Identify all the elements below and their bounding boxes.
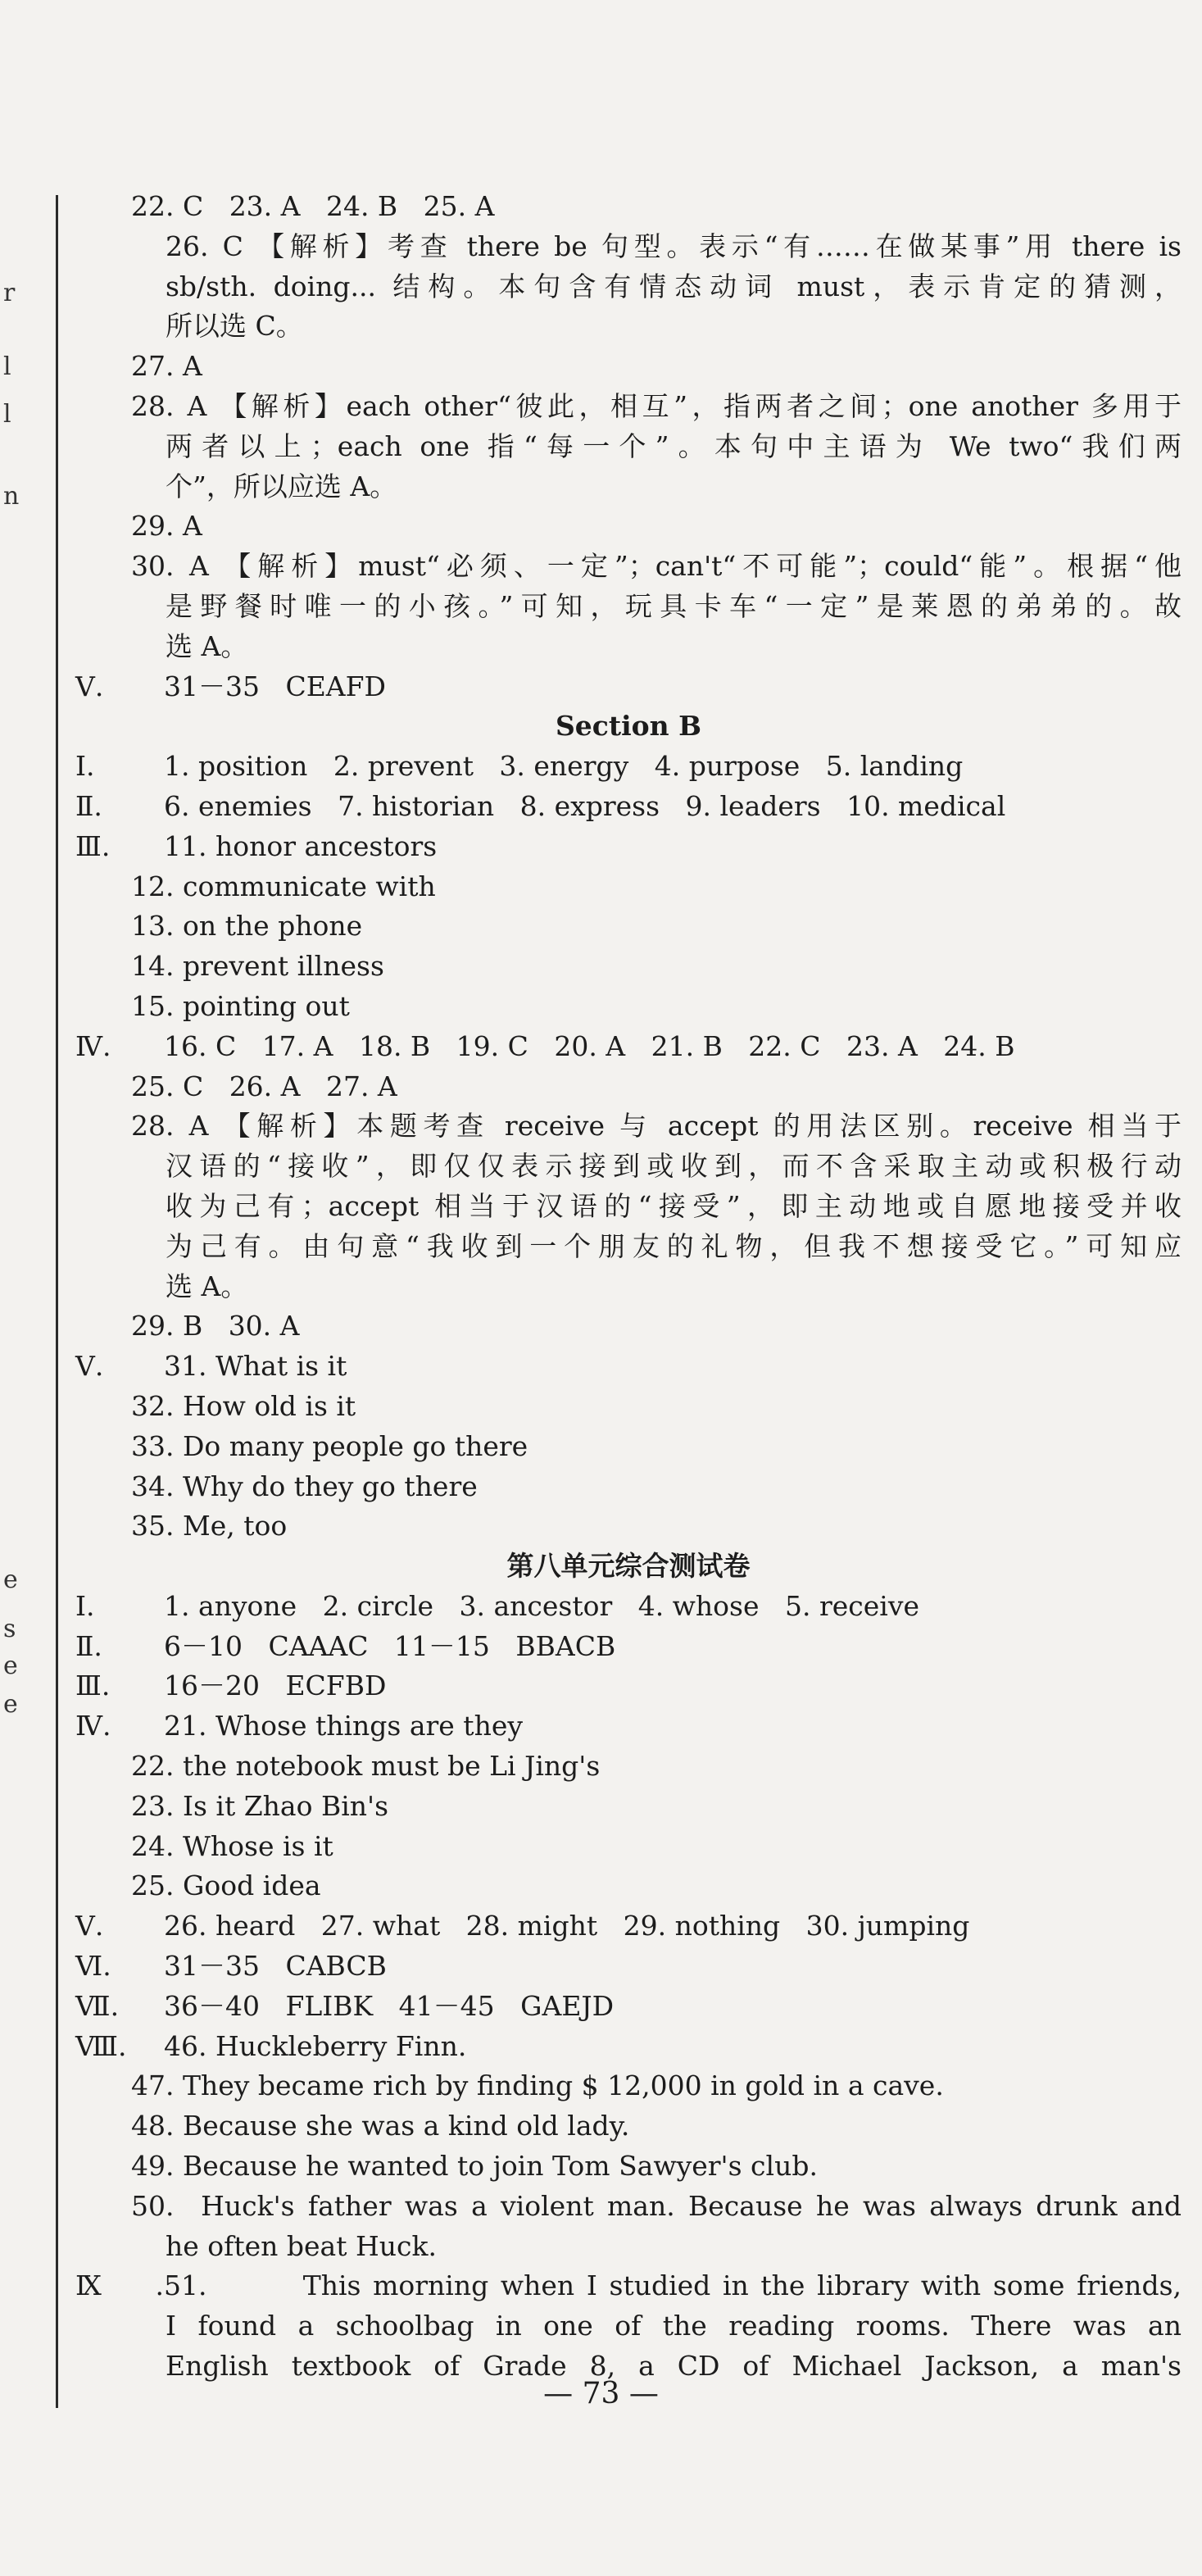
page-number: — 73 — — [543, 2377, 659, 2410]
answer-line: 29. A — [131, 510, 202, 543]
roman-numeral: Ⅱ. — [75, 789, 102, 822]
roman-numeral: Ⅸ. — [75, 2269, 164, 2302]
roman-numeral: Ⅵ. — [75, 1950, 111, 1983]
edge-fragment: n — [3, 482, 20, 511]
answer-text: 36－40 FLIBK 41－45 GAEJD — [164, 1989, 615, 2022]
answer-line — [75, 1947, 1182, 1987]
roman-numeral: Ⅴ. — [75, 670, 104, 702]
explanation-line: 是野餐时唯一的小孩。”可知，玩具卡车“一定”是莱恩的弟弟的。故 — [166, 589, 1182, 622]
answer-line: 25. Good idea — [131, 1870, 321, 1902]
answer-line: 24. Whose is it — [131, 1829, 333, 1862]
roman-numeral: Ⅴ. — [75, 1350, 104, 1383]
answer-text: 16. C 17. A 18. B 19. C 20. A 21. B 22. C 23. A 24. B — [164, 1029, 1015, 1062]
answer-line — [75, 1627, 1182, 1667]
answer-line: 35. Me, too — [131, 1510, 288, 1542]
section-heading: 第八单元综合测试卷 — [506, 1550, 751, 1583]
explanation-line: 选 A。 — [166, 629, 248, 662]
answer-line: 50. Huck's father was a violent man. Because he was always drunk and — [131, 2189, 1182, 2222]
answer-text: 21. Whose things are they — [164, 1710, 523, 1742]
explanation-line: 26. C 【解析】考查 there be 句型。表示“有……在做某事”用 there is — [166, 229, 1182, 262]
answer-line — [75, 1987, 1182, 2027]
answer-line — [75, 1027, 1182, 1067]
answer-line: 34. Why do they go there — [131, 1470, 478, 1502]
answer-text: 26. heard 27. what 28. might 29. nothing 30. jumping — [164, 1910, 970, 1942]
roman-numeral: Ⅳ. — [75, 1029, 111, 1062]
answer-line — [75, 1666, 1182, 1706]
answer-text: 51. This morning when I studied in the library with some friends, — [164, 2269, 1182, 2302]
answer-text: 31. What is it — [164, 1350, 347, 1383]
answer-line — [75, 787, 1182, 827]
roman-numeral: Ⅳ. — [75, 1710, 111, 1742]
explanation-line: 汉语的“接收”，即仅仅表示接到或收到，而不含采取主动或积极行动 — [166, 1150, 1182, 1183]
answer-line — [75, 1347, 1182, 1387]
answer-line: 30. A 【解析】must“必须、一定”；can't“不可能”；could“能”。根据“他 — [131, 550, 1182, 583]
answer-line: 33. Do many people go there — [131, 1429, 528, 1462]
answer-line: 22. the notebook must be Li Jing's — [131, 1750, 601, 1783]
edge-fragment: l — [3, 352, 11, 381]
answer-line: 23. Is it Zhao Bin's — [131, 1789, 389, 1822]
answer-line: 14. prevent illness — [131, 950, 384, 983]
roman-numeral: Ⅲ. — [75, 1670, 111, 1702]
answer-line: 22. C 23. A 24. B 25. A — [131, 190, 495, 222]
answer-line: 15. pointing out — [131, 989, 350, 1022]
answer-text: 46. Huckleberry Finn. — [164, 2029, 467, 2062]
edge-fragment: e — [3, 1690, 18, 1719]
roman-numeral: Ⅲ. — [75, 829, 111, 862]
answer-line: 12. communicate with — [131, 870, 436, 902]
answer-text: 11. honor ancestors — [164, 829, 438, 862]
answer-text: 6－10 CAAAC 11－15 BBACB — [164, 1629, 616, 1662]
answer-key-column — [75, 187, 1182, 2387]
answer-line: 49. Because he wanted to join Tom Sawyer's club. — [131, 2150, 818, 2183]
explanation-line: 所以选 C。 — [166, 310, 303, 343]
explanation-line: 为己有。由句意“我收到一个朋友的礼物，但我不想接受它。”可知应 — [166, 1229, 1182, 1262]
explanation-line: he often beat Huck. — [166, 2229, 437, 2262]
answer-line — [75, 667, 1182, 707]
answer-line: 27. A — [131, 350, 202, 383]
answer-line: 29. B 30. A — [131, 1310, 300, 1343]
edge-fragment: r — [3, 279, 16, 307]
answer-text: 16－20 ECFBD — [164, 1670, 387, 1702]
explanation-line: English textbook of Grade 8, a CD of Michael Jackson, a man's — [166, 2350, 1182, 2383]
answer-text: 1. anyone 2. circle 3. ancestor 4. whose 5. receive — [164, 1589, 920, 1622]
column-rule — [56, 195, 58, 2408]
explanation-line: I found a schoolbag in one of the reading rooms. There was an — [166, 2310, 1182, 2342]
answer-line: 25. C 26. A 27. A — [131, 1070, 397, 1102]
answer-line: 28. A 【解析】each other“彼此，相互”，指两者之间；one another 多用于 — [131, 389, 1182, 422]
answer-line — [75, 747, 1182, 787]
explanation-line: 选 A。 — [166, 1270, 248, 1302]
answer-line: 48. Because she was a kind old lady. — [131, 2110, 630, 2142]
explanation-line: sb/sth. doing... 结构。本句含有情态动词 must，表示肯定的猜测， — [166, 270, 1182, 302]
answer-line: 47. They became rich by finding $ 12,000 in gold in a cave. — [131, 2069, 944, 2102]
answer-line — [75, 827, 1182, 867]
edge-fragment: l — [3, 400, 11, 429]
section-heading: Section B — [555, 710, 702, 743]
roman-numeral: Ⅷ. — [75, 2029, 127, 2062]
answer-line: 13. on the phone — [131, 910, 363, 943]
roman-numeral: Ⅶ. — [75, 1989, 120, 2022]
edge-fragment: e — [3, 1651, 18, 1680]
answer-line: 32. How old is it — [131, 1389, 356, 1422]
roman-numeral: Ⅱ. — [75, 1629, 102, 1662]
answer-text: 1. position 2. prevent 3. energy 4. purpose 5. landing — [164, 750, 964, 783]
answer-line: 28. A 【解析】本题考查 receive 与 accept 的用法区别。receive 相当于 — [131, 1110, 1182, 1143]
explanation-line: 个”，所以应选 A。 — [166, 470, 397, 502]
answer-text: 31－35 CEAFD — [164, 670, 386, 702]
explanation-line: 两者以上；each one 指“每一个”。本句中主语为 We two“我们两 — [166, 429, 1182, 462]
answer-line — [75, 1587, 1182, 1627]
edge-fragment: s — [3, 1615, 16, 1643]
explanation-line: 收为己有；accept 相当于汉语的“接受”，即主动地或自愿地接受并收 — [166, 1189, 1182, 1222]
roman-numeral: Ⅰ. — [75, 1589, 95, 1622]
answer-line — [75, 2027, 1182, 2067]
roman-numeral: Ⅴ. — [75, 1910, 104, 1942]
roman-numeral: Ⅰ. — [75, 750, 95, 783]
answer-line — [75, 2266, 1182, 2306]
answer-line — [75, 1706, 1182, 1747]
answer-line — [75, 1906, 1182, 1947]
edge-fragment: e — [3, 1565, 18, 1594]
answer-text: 6. enemies 7. historian 8. express 9. leaders 10. medical — [164, 789, 1006, 822]
answer-text: 31－35 CABCB — [164, 1950, 387, 1983]
